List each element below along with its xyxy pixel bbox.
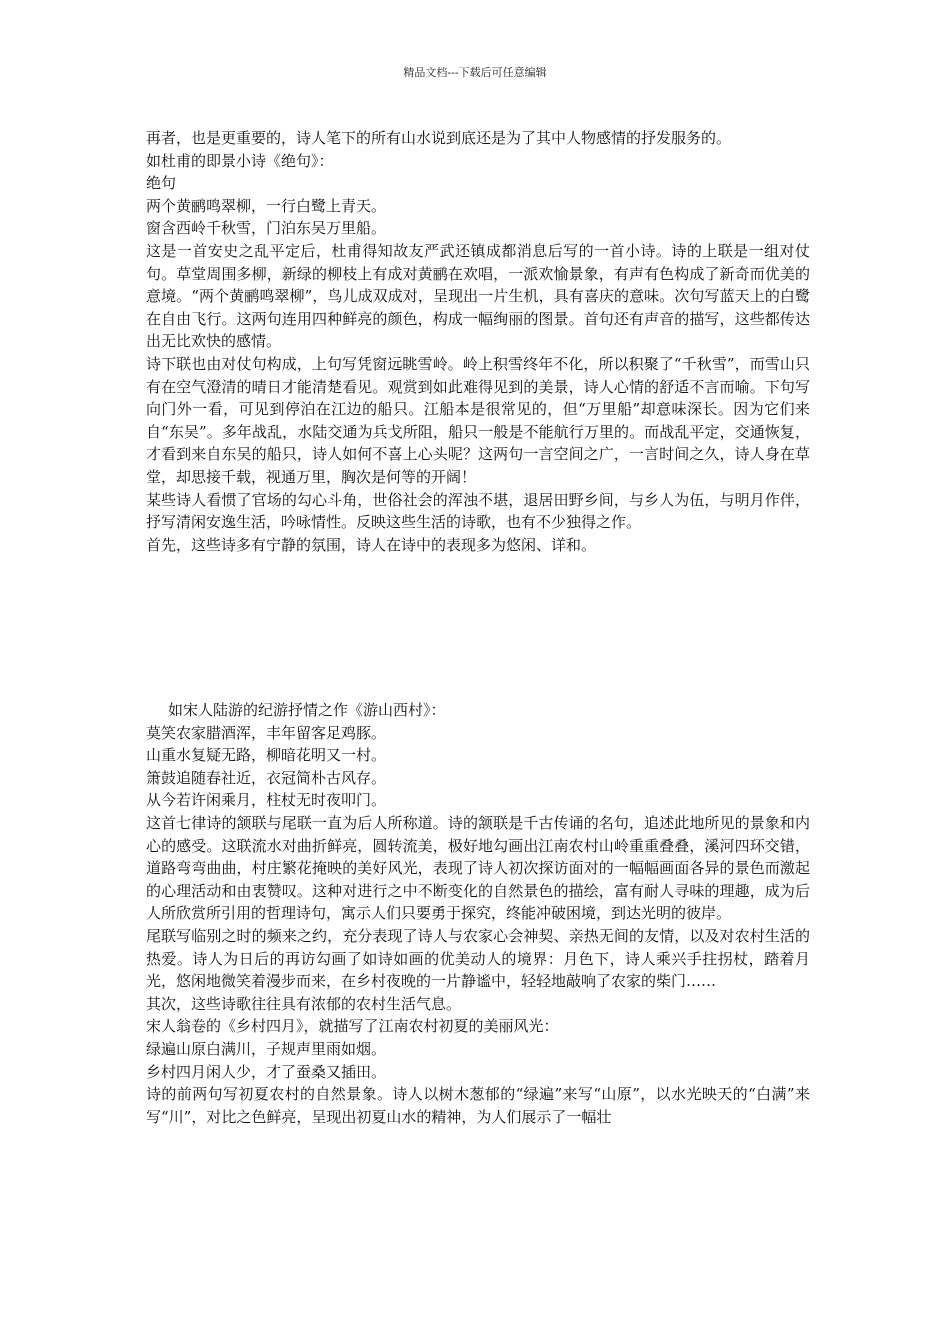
paragraph: 其次，这些诗歌往往具有浓郁的农村生活气息。 [146, 994, 462, 1013]
poem-line: 莫笑农家腊酒浑，丰年留客足鸡豚。 [146, 723, 387, 742]
poem-line: 山重水复疑无路，柳暗花明又一村。 [146, 746, 387, 765]
paragraph: 首先，这些诗多有宁静的氛围，诗人在诗中的表现多为悠闲、详和。 [146, 535, 597, 554]
paragraph: 某些诗人看惯了官场的勾心斗角，世俗社会的浑浊不堪，退居田野乡间，与乡人为伍，与明月作伴，抒写清闲安逸生活，吟咏情性。反映这些生活的诗歌，也有不少独得之作。 [146, 490, 810, 532]
paragraph: 尾联写临别之时的频来之约，充分表现了诗人与农家心会神契、亲热无间的友情，以及对农村生活的热爱。诗人为日后的再访勾画了如诗如画的优美动人的境界：月色下，诗人乘兴手拄拐杖，踏着月光，悠闲地微笑着漫步而来，在乡村夜晚的一片静谧中，轻轻地敲响了农家的柴门…… [146, 926, 810, 991]
poem-line: 箫鼓追随春社近，衣冠简朴古风存。 [146, 768, 387, 787]
paragraph: 这是一首安史之乱平定后，杜甫得知故友严武还镇成都消息后写的一首小诗。诗的上联是一组对仗句。草堂周围多柳，新绿的柳枝上有成对黄鹂在欢唱，一派欢愉景象，有声有色构成了新奇而优美的意境。“两个黄鹂鸣翠柳”，鸟儿成双成对，呈现出一片生机，具有喜庆的意味。次句写蓝天上的白鹭在自由飞行。这两句连用四种鲜亮的颜色，构成一幅绚丽的图景。首句还有声音的描写，这些都传达出无比欢快的感情。 [146, 241, 810, 351]
paragraph: 宋人翁卷的《乡村四月》，就描写了江南农村初夏的美丽风光： [146, 1017, 559, 1036]
paragraph: 这首七律诗的颔联与尾联一直为后人所称道。诗的颔联是千古传诵的名句，追述此地所见的景象和内心的感受。这联流水对曲折鲜亮，圆转流美，极好地勾画出江南农村山岭重重叠叠，溪河四环交错，道路弯弯曲曲，村庄繁花掩映的美好风光，表现了诗人初次探访面对的一幅幅画面各异的景色而激起的心理活动和由衷赞叹。这种对进行之中不断变化的自然景色的描绘，富有耐人寻味的理趣，成为后人所欣赏所引用的哲理诗句，寓示人们只要勇于探究，终能冲破困境，到达光明的彼岸。 [146, 813, 810, 923]
document-body-section-2 [146, 699, 810, 1128]
poem-line: 从今若许闲乘月，柱杖无时夜叩门。 [146, 791, 387, 810]
paragraph: 如宋人陆游的纪游抒情之作《游山西村》： [168, 701, 446, 719]
document-body-section-1 [146, 127, 810, 556]
poem-title: 绝句 [146, 174, 177, 193]
poem-line: 绿遍山原白满川，子规声里雨如烟。 [146, 1039, 387, 1058]
paragraph: 诗下联也由对仗句构成，上句写凭窗远眺雪岭。岭上积雪终年不化，所以积聚了“千秋雪”，而雪山只有在空气澄清的晴日才能清楚看见。观赏到如此难得见到的美景，诗人心情的舒适不言而喻。下句写向门外一看，可见到停泊在江边的船只。江船本是很常见的，但“万里船”却意味深长。因为它们来自“东吴”。多年战乱，水陆交通为兵戈所阻，船只一般是不能航行万里的。而战乱平定，交通恢复，才看到来自东吴的船只，诗人如何不喜上心头呢？这两句一言空间之广，一言时间之久，诗人身在草堂，却思接千载，视通万里，胸次是何等的开阔！ [146, 354, 810, 486]
paragraph: 诗的前两句写初夏农村的自然景象。诗人以树木葱郁的“绿遍”来写“山原”，以水光映天的“白满”来写“川”，对比之色鲜亮，呈现出初夏山水的精神，为人们展示了一幅壮 [146, 1085, 810, 1126]
page-header: 精品文档---下载后可任意编辑 [403, 66, 547, 79]
poem-line: 两个黄鹂鸣翠柳，一行白鹭上青天。 [146, 196, 387, 215]
paragraph: 如杜甫的即景小诗《绝句》： [146, 151, 334, 170]
paragraph: 再者，也是更重要的，诗人笔下的所有山水说到底还是为了其中人物感情的抒发服务的。 [146, 129, 732, 147]
poem-line: 窗含西岭千秋雪，门泊东吴万里船。 [146, 219, 387, 238]
poem-line: 乡村四月闲人少，才了蚕桑又插田。 [146, 1062, 387, 1081]
